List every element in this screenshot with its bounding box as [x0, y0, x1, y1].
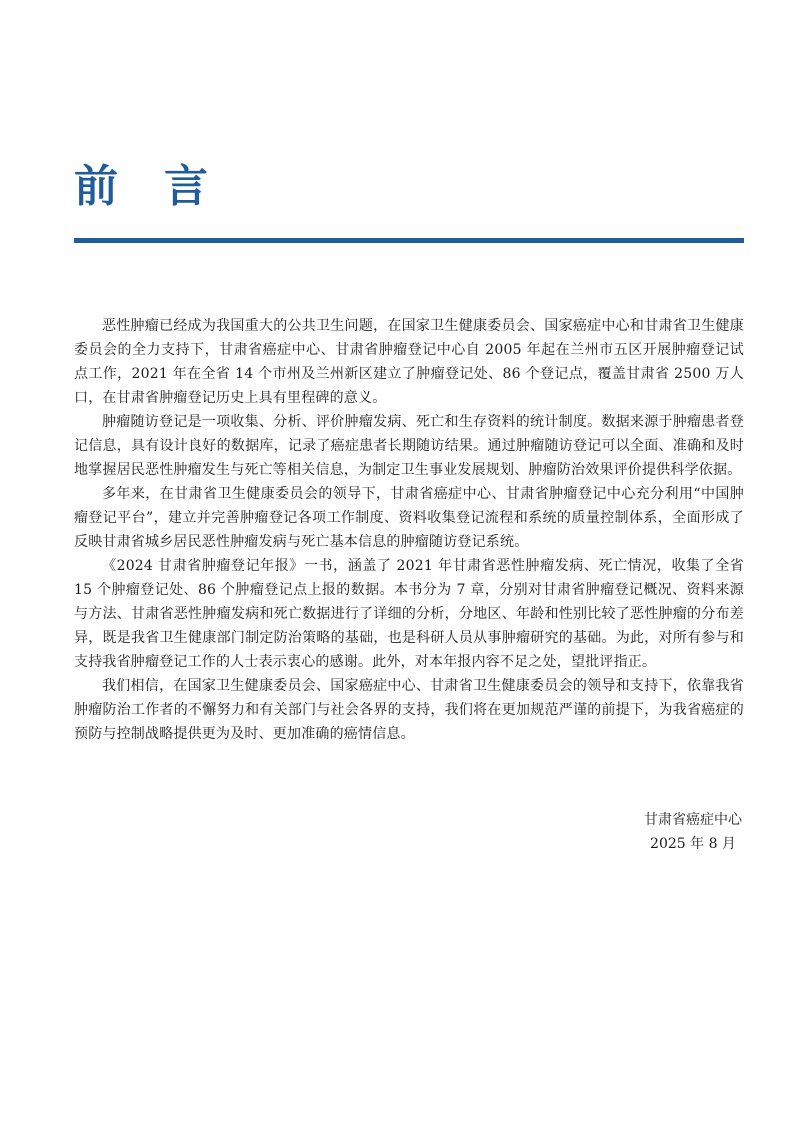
paragraph-1: 恶性肿瘤已经成为我国重大的公共卫生问题，在国家卫生健康委员会、国家癌症中心和甘肃省卫生健康委员会的全力支持下，甘肃省癌症中心、甘肃省肿瘤登记中心自 2005 年起在兰州市五区开展肿瘤登记试点工作，2021 年在全省 14 个市州及兰州新区建立了肿瘤登记处、86 个登记点，覆盖甘肃省 2500 万人口，在甘肃省肿瘤登记历史上具有里程碑的意义。 — [74, 318, 744, 406]
paragraph-5: 我们相信，在国家卫生健康委员会、国家癌症中心、甘肃省卫生健康委员会的领导和支持下，依靠我省肿瘤防治工作者的不懈努力和有关部门与社会各界的支持，我们将在更加规范严谨的前提下，为我省癌症的预防与控制战略提供更为及时、更加准确的癌情信息。 — [74, 678, 744, 742]
title-underline — [74, 238, 744, 243]
title-char-1: 前 — [74, 161, 118, 212]
preface-body — [74, 314, 744, 746]
signature-block — [644, 808, 742, 856]
page-title — [74, 150, 208, 214]
paragraph-4: 《2024 甘肃省肿瘤登记年报》一书，涵盖了 2021 年甘肃省恶性肿瘤发病、死亡情况，收集了全省 15 个肿瘤登记处、86 个肿瘤登记点上报的数据。本书分为 7 章，分别对甘肃省肿瘤登记概况、资料来源与方法、甘肃省恶性肿瘤发病和死亡数据进行了详细的分析，分地区、年龄和性别比较了恶性肿瘤的分布差异，既是我省卫生健康部门制定防治策略的基础，也是科研人员从事肿瘤研究的基础。为此，对所有参与和支持我省肿瘤登记工作的人士表示衷心的感谢。此外，对本年报内容不足之处，望批评指正。 — [74, 558, 744, 670]
title-char-2: 言 — [164, 161, 208, 212]
paragraph-2: 肿瘤随访登记是一项收集、分析、评价肿瘤发病、死亡和生存资料的统计制度。数据来源于肿瘤患者登记信息，具有设计良好的数据库，记录了癌症患者长期随访结果。通过肿瘤随访登记可以全面、准确和及时地掌握居民恶性肿瘤发生与死亡等相关信息，为制定卫生事业发展规划、肿瘤防治效果评价提供科学依据。 — [74, 414, 744, 478]
signature-org: 甘肃省癌症中心 — [644, 812, 742, 828]
signature-date: 2025 年 8 月 — [650, 836, 736, 852]
paragraph-3: 多年来，在甘肃省卫生健康委员会的领导下，甘肃省癌症中心、甘肃省肿瘤登记中心充分利用“中国肿瘤登记平台”，建立并完善肿瘤登记各项工作制度、资料收集登记流程和系统的质量控制体系，全面形成了反映甘肃省城乡居民恶性肿瘤发病与死亡基本信息的肿瘤随访登记系统。 — [74, 486, 744, 550]
